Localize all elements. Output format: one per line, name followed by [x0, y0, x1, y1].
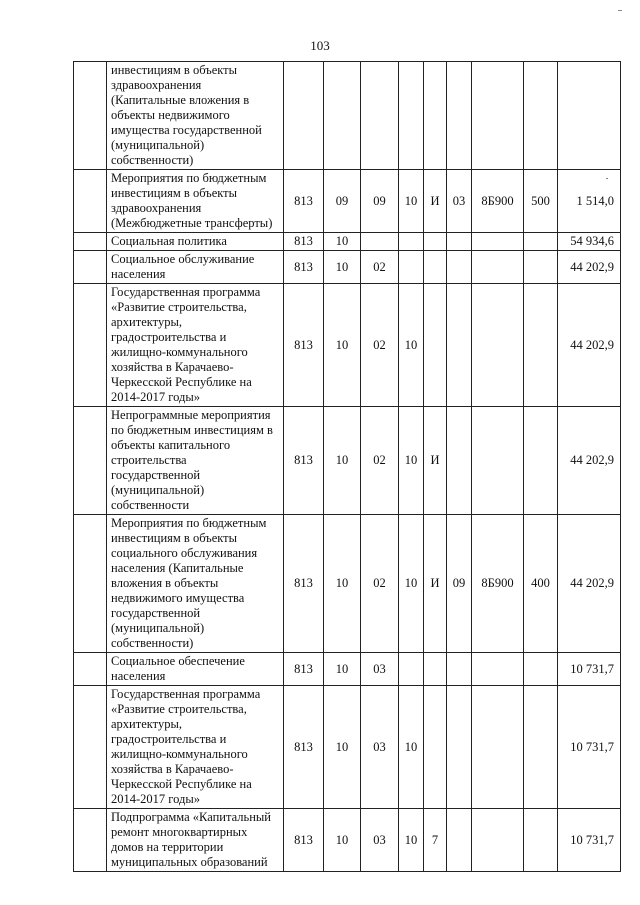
- subsection-code-cell: 03: [361, 809, 399, 872]
- item-name-line: домов на территории: [111, 840, 224, 854]
- item-name-line: здравоохранения: [111, 78, 202, 92]
- table-row: [74, 170, 621, 233]
- row-number-cell: [74, 284, 107, 407]
- item-name-line: Мероприятия по бюджетным: [111, 516, 267, 530]
- program-code-cell: [399, 653, 424, 686]
- subprogram-code-cell: [424, 686, 447, 809]
- expense-type-cell: [524, 233, 558, 251]
- item-name-line: инвестициям в объекты: [111, 186, 238, 200]
- item-name-line: «Развитие строительства,: [111, 300, 247, 314]
- item-name-cell: [107, 809, 284, 872]
- main-event-code-cell: [447, 62, 472, 170]
- item-name-line: архитектуры,: [111, 315, 182, 329]
- expense-type-cell: [524, 284, 558, 407]
- main-event-code-cell: 09: [447, 515, 472, 653]
- section-code-cell: 09: [324, 170, 361, 233]
- item-name-line: объекты капитального: [111, 438, 231, 452]
- item-name-line: инвестициям в объекты: [111, 63, 238, 77]
- budget-table: [73, 61, 621, 872]
- row-number-cell: [74, 515, 107, 653]
- item-name-line: (муниципальной): [111, 483, 205, 497]
- item-name-line: 2014-2017 годы»: [111, 792, 201, 806]
- expense-type-cell: 500: [524, 170, 558, 233]
- amount-cell: 10 731,7: [558, 809, 621, 872]
- item-name-line: собственности): [111, 153, 194, 167]
- item-name-line: хозяйства в Карачаево-: [111, 360, 234, 374]
- subsection-code-cell: [361, 62, 399, 170]
- item-name-line: (Капитальные вложения в: [111, 93, 250, 107]
- item-name-line: по бюджетным инвестициям в: [111, 423, 273, 437]
- page-number: 103: [310, 38, 330, 53]
- table-body: [74, 62, 621, 872]
- admin-code-cell: 813: [284, 653, 324, 686]
- direction-code-cell: [472, 686, 524, 809]
- program-code-cell: 10: [399, 515, 424, 653]
- amount-cell: 1 514,0: [558, 170, 621, 233]
- item-name-line: населения: [111, 267, 166, 281]
- item-name-line: собственности): [111, 636, 194, 650]
- section-code-cell: 10: [324, 233, 361, 251]
- subprogram-code-cell: [424, 284, 447, 407]
- table-row: [74, 251, 621, 284]
- item-name-line: здравоохранения: [111, 201, 202, 215]
- table-row: [74, 62, 621, 170]
- item-name-cell: [107, 653, 284, 686]
- program-code-cell: 10: [399, 407, 424, 515]
- direction-code-cell: 8Б900: [472, 515, 524, 653]
- item-name-cell: [107, 407, 284, 515]
- main-event-code-cell: [447, 653, 472, 686]
- amount-cell: 10 731,7: [558, 653, 621, 686]
- direction-code-cell: [472, 809, 524, 872]
- subsection-code-cell: 09: [361, 170, 399, 233]
- expense-type-cell: [524, 653, 558, 686]
- table-row: [74, 653, 621, 686]
- row-number-cell: [74, 170, 107, 233]
- item-name-cell: [107, 686, 284, 809]
- admin-code-cell: 813: [284, 251, 324, 284]
- subprogram-code-cell: [424, 233, 447, 251]
- scan-speck: [618, 10, 622, 11]
- admin-code-cell: [284, 62, 324, 170]
- row-number-cell: [74, 251, 107, 284]
- admin-code-cell: 813: [284, 284, 324, 407]
- expense-type-cell: [524, 686, 558, 809]
- section-code-cell: 10: [324, 407, 361, 515]
- item-name-cell: [107, 170, 284, 233]
- section-code-cell: [324, 62, 361, 170]
- row-number-cell: [74, 653, 107, 686]
- direction-code-cell: [472, 233, 524, 251]
- table-row: [74, 515, 621, 653]
- subsection-code-cell: 02: [361, 284, 399, 407]
- item-name-line: собственности: [111, 498, 190, 512]
- item-name-line: ремонт многоквартирных: [111, 825, 248, 839]
- amount-cell: 44 202,9: [558, 407, 621, 515]
- main-event-code-cell: [447, 809, 472, 872]
- item-name-line: (муниципальной): [111, 621, 205, 635]
- item-name-line: государственной: [111, 468, 201, 482]
- section-code-cell: 10: [324, 686, 361, 809]
- item-name-line: населения: [111, 669, 166, 683]
- item-name-line: градостроительства и: [111, 330, 227, 344]
- row-number-cell: [74, 407, 107, 515]
- subsection-code-cell: 03: [361, 653, 399, 686]
- item-name-cell: [107, 284, 284, 407]
- item-name-line: Социальная политика: [111, 234, 227, 248]
- item-name-line: Государственная программа: [111, 687, 261, 701]
- subprogram-code-cell: И: [424, 407, 447, 515]
- item-name-line: социального обслуживания: [111, 546, 258, 560]
- amount-cell: 44 202,9: [558, 515, 621, 653]
- subprogram-code-cell: [424, 62, 447, 170]
- table-row: [74, 233, 621, 251]
- admin-code-cell: 813: [284, 686, 324, 809]
- program-code-cell: 10: [399, 686, 424, 809]
- subprogram-code-cell: И: [424, 515, 447, 653]
- section-code-cell: 10: [324, 251, 361, 284]
- subprogram-code-cell: 7: [424, 809, 447, 872]
- item-name-line: населения (Капитальные: [111, 561, 244, 575]
- section-code-cell: 10: [324, 515, 361, 653]
- section-code-cell: 10: [324, 653, 361, 686]
- admin-code-cell: 813: [284, 515, 324, 653]
- subsection-code-cell: 02: [361, 407, 399, 515]
- expense-type-cell: [524, 809, 558, 872]
- main-event-code-cell: [447, 284, 472, 407]
- admin-code-cell: 813: [284, 233, 324, 251]
- table-row: [74, 284, 621, 407]
- subsection-code-cell: 03: [361, 686, 399, 809]
- item-name-line: 2014-2017 годы»: [111, 390, 201, 404]
- program-code-cell: [399, 233, 424, 251]
- item-name-line: Черкесской Республике на: [111, 777, 252, 791]
- amount-cell: 10 731,7: [558, 686, 621, 809]
- item-name-line: Черкесской Республике на: [111, 375, 252, 389]
- item-name-line: муниципальных образований: [111, 855, 268, 869]
- table-row: [74, 809, 621, 872]
- admin-code-cell: 813: [284, 407, 324, 515]
- item-name-line: Государственная программа: [111, 285, 261, 299]
- admin-code-cell: 813: [284, 809, 324, 872]
- direction-code-cell: [472, 407, 524, 515]
- expense-type-cell: [524, 62, 558, 170]
- item-name-line: «Развитие строительства,: [111, 702, 247, 716]
- item-name-line: жилищно-коммунального: [111, 747, 248, 761]
- item-name-line: строительства: [111, 453, 187, 467]
- expense-type-cell: [524, 251, 558, 284]
- item-name-line: Социальное обеспечение: [111, 654, 245, 668]
- section-code-cell: 10: [324, 284, 361, 407]
- program-code-cell: [399, 251, 424, 284]
- item-name-line: имущества государственной: [111, 123, 262, 137]
- program-code-cell: 10: [399, 170, 424, 233]
- direction-code-cell: [472, 62, 524, 170]
- item-name-line: хозяйства в Карачаево-: [111, 762, 234, 776]
- subsection-code-cell: [361, 233, 399, 251]
- direction-code-cell: [472, 653, 524, 686]
- program-code-cell: 10: [399, 284, 424, 407]
- amount-cell: 44 202,9: [558, 284, 621, 407]
- subsection-code-cell: 02: [361, 515, 399, 653]
- item-name-line: Социальное обслуживание: [111, 252, 255, 266]
- item-name-line: государственной: [111, 606, 201, 620]
- item-name-line: Непрограммные мероприятия: [111, 408, 271, 422]
- amount-cell: 54 934,6: [558, 233, 621, 251]
- section-code-cell: 10: [324, 809, 361, 872]
- item-name-cell: [107, 233, 284, 251]
- row-number-cell: [74, 809, 107, 872]
- item-name-line: Подпрограмма «Капитальный: [111, 810, 271, 824]
- main-event-code-cell: [447, 686, 472, 809]
- item-name-line: градостроительства и: [111, 732, 227, 746]
- item-name-line: (Межбюджетные трансферты): [111, 216, 273, 230]
- row-number-cell: [74, 62, 107, 170]
- main-event-code-cell: [447, 233, 472, 251]
- subprogram-code-cell: И: [424, 170, 447, 233]
- item-name-cell: [107, 515, 284, 653]
- item-name-cell: [107, 62, 284, 170]
- amount-cell: 44 202,9: [558, 251, 621, 284]
- main-event-code-cell: [447, 251, 472, 284]
- table-row: [74, 686, 621, 809]
- program-code-cell: 10: [399, 809, 424, 872]
- main-event-code-cell: [447, 407, 472, 515]
- item-name-line: (муниципальной): [111, 138, 205, 152]
- expense-type-cell: [524, 407, 558, 515]
- direction-code-cell: 8Б900: [472, 170, 524, 233]
- direction-code-cell: [472, 251, 524, 284]
- main-event-code-cell: 03: [447, 170, 472, 233]
- expense-type-cell: 400: [524, 515, 558, 653]
- item-name-line: Мероприятия по бюджетным: [111, 171, 267, 185]
- item-name-line: вложения в объекты: [111, 576, 219, 590]
- scan-speck: [606, 178, 608, 179]
- item-name-line: жилищно-коммунального: [111, 345, 248, 359]
- subsection-code-cell: 02: [361, 251, 399, 284]
- row-number-cell: [74, 686, 107, 809]
- item-name-line: инвестициям в объекты: [111, 531, 238, 545]
- admin-code-cell: 813: [284, 170, 324, 233]
- direction-code-cell: [472, 284, 524, 407]
- item-name-line: объекты недвижимого: [111, 108, 230, 122]
- item-name-line: архитектуры,: [111, 717, 182, 731]
- program-code-cell: [399, 62, 424, 170]
- table-row: [74, 407, 621, 515]
- amount-cell: [558, 62, 621, 170]
- item-name-cell: [107, 251, 284, 284]
- row-number-cell: [74, 233, 107, 251]
- subprogram-code-cell: [424, 653, 447, 686]
- item-name-line: недвижимого имущества: [111, 591, 245, 605]
- subprogram-code-cell: [424, 251, 447, 284]
